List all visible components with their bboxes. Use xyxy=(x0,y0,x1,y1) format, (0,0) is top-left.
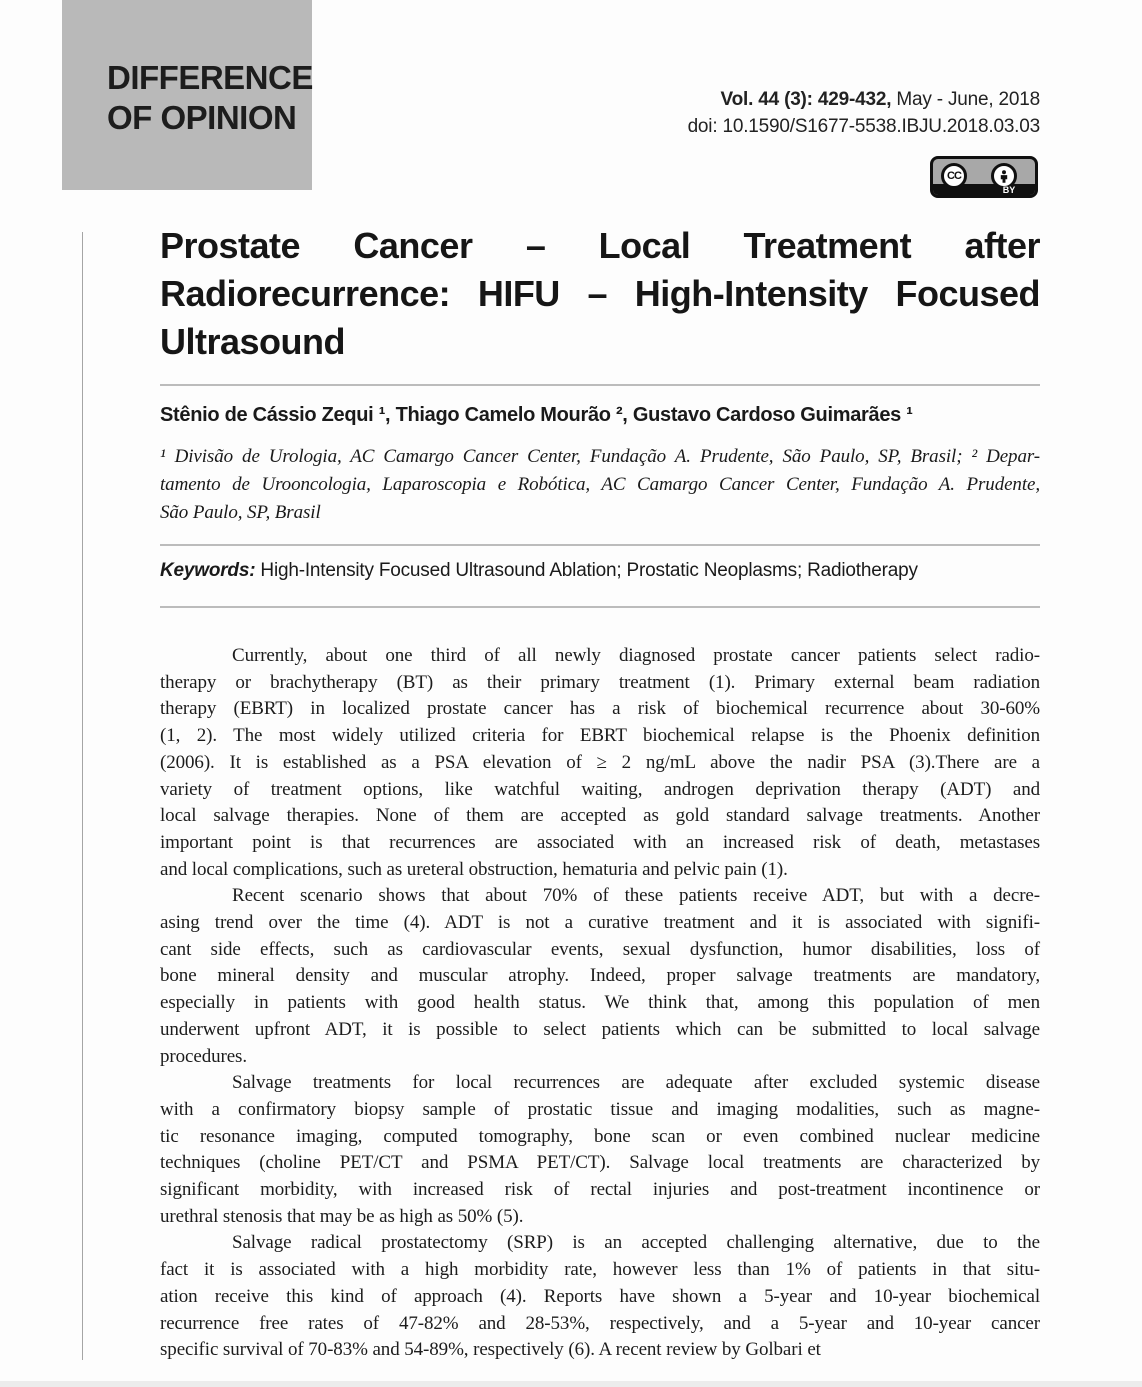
text-line: variety of treatment options, like watchful waiting, androgen deprivation therapy (ADT) and xyxy=(160,778,1040,800)
by-label: BY xyxy=(1002,185,1016,195)
article-body xyxy=(160,643,1040,1364)
keywords-divider-bottom xyxy=(160,606,1040,608)
text-line: Salvage treatments for local recurrences are adequate after excluded systemic disease xyxy=(232,1072,1040,1094)
cc-icon: CC xyxy=(941,163,967,189)
text-line: Salvage radical prostatectomy (SRP) is an accepted challenging alternative, due to the xyxy=(232,1232,1040,1254)
keywords-text: High-Intensity Focused Ultrasound Ablation; Prostatic Neoplasms; Radiotherapy xyxy=(255,560,918,581)
page-title xyxy=(160,222,1040,366)
text-line: cant side effects, such as cardiovascular events, sexual dysfunction, humor disabilities, loss of xyxy=(160,938,1040,960)
text-line: therapy (EBRT) in localized prostate cancer has a risk of biochemical recurrence about 30-60% xyxy=(160,698,1040,720)
text-line: tic resonance imaging, computed tomography, bone scan or even combined nuclear medicine xyxy=(160,1125,1040,1147)
text-line: local salvage therapies. None of them are accepted as gold standard salvage treatments. Another xyxy=(160,805,1040,827)
paragraph xyxy=(160,643,1040,883)
doi-line: doi: 10.1590/S1677-5538.IBJU.2018.03.03 xyxy=(687,116,1040,137)
keywords-label: Keywords: xyxy=(160,560,256,581)
text-line: procedures. xyxy=(160,1045,247,1067)
text-line: fact it is associated with a high morbidity rate, however less than 1% of patients in that situ- xyxy=(160,1259,1040,1281)
keywords-divider-top xyxy=(160,544,1040,546)
volume-date: May - June, 2018 xyxy=(891,89,1040,110)
text-line: Recent scenario shows that about 70% of these patients receive ADT, but with a decre- xyxy=(232,885,1040,907)
volume-bold: Vol. 44 (3): 429-432, xyxy=(720,89,892,110)
text-line: and local complications, such as ureteral obstruction, hematuria and pelvic pain (1). xyxy=(160,858,788,880)
page-bottom-strip xyxy=(0,1381,1142,1387)
text-line: therapy or brachytherapy (BT) as their primary treatment (1). Primary external beam radiation xyxy=(160,671,1040,693)
text-line: tamento de Urooncologia, Laparoscopia e Robótica, AC Camargo Cancer Center, Fundação A. Prudente, xyxy=(160,474,1040,495)
affiliation xyxy=(160,443,1040,527)
left-vertical-rule xyxy=(82,232,83,1360)
text-line: São Paulo, SP, Brasil xyxy=(160,502,321,523)
text-line: especially in patients with good health status. We think that, among this population of men xyxy=(160,992,1040,1014)
cc-license-badge xyxy=(930,156,1038,198)
text-line: ¹ Divisão de Urologia, AC Camargo Cancer Center, Fundação A. Prudente, São Paulo, SP, Brasil; ² Depar- xyxy=(160,446,1040,467)
text-line: important point is that recurrences are associated with an increased risk of death, metastases xyxy=(160,831,1040,853)
text-line: techniques (choline PET/CT and PSMA PET/CT). Salvage local treatments are characterized by xyxy=(160,1152,1040,1174)
text-line: urethral stenosis that may be as high as 50% (5). xyxy=(160,1205,524,1227)
text-line: significant morbidity, with increased risk of rectal injuries and post-treatment incontinence or xyxy=(160,1179,1040,1201)
volume-line xyxy=(688,86,1040,113)
paragraph xyxy=(160,1070,1040,1230)
authors-line: Stênio de Cássio Zequi ¹, Thiago Camelo Mourão ², Gustavo Cardoso Guimarães ¹ xyxy=(160,404,913,426)
text-line: Currently, about one third of all newly diagnosed prostate cancer patients select radio- xyxy=(232,645,1040,666)
paragraph xyxy=(160,1230,1040,1364)
text-line: bone mineral density and muscular atrophy. Indeed, proper salvage treatments are mandatory, xyxy=(160,965,1040,987)
section-label-line: DIFFERENCE xyxy=(107,59,313,96)
text-line: with a confirmatory biopsy sample of prostatic tissue and imaging modalities, such as magne- xyxy=(160,1098,1040,1120)
text-line: ation receive this kind of approach (4). Reports have shown a 5-year and 10-year biochemical xyxy=(160,1285,1040,1307)
text-line: (1, 2). The most widely utilized criteria for EBRT biochemical relapse is the Phoenix definition xyxy=(160,725,1040,747)
section-label-box xyxy=(62,0,312,190)
section-label-line: OF OPINION xyxy=(107,99,297,136)
text-line: Prostate Cancer – Local Treatment after xyxy=(160,225,1040,266)
text-line: underwent upfront ADT, it is possible to select patients which can be submitted to local salvage xyxy=(160,1018,1040,1040)
keywords-row xyxy=(160,560,1040,582)
text-line: recurrence free rates of 47-82% and 28-53%, respectively, and a 5-year and 10-year cancer xyxy=(160,1312,1040,1334)
text-line: Ultrasound xyxy=(160,321,346,362)
journal-info xyxy=(688,86,1040,140)
text-line: asing trend over the time (4). ADT is not a curative treatment and it is associated with signifi- xyxy=(160,912,1040,934)
title-divider xyxy=(160,384,1040,386)
text-line: (2006). It is established as a PSA elevation of ≥ 2 ng/mL above the nadir PSA (3).There are a xyxy=(160,751,1040,773)
paragraph xyxy=(160,883,1040,1070)
text-line: Radiorecurrence: HIFU – High-Intensity Focused xyxy=(160,273,1040,314)
text-line: specific survival of 70-83% and 54-89%, respectively (6). A recent review by Golbari et xyxy=(160,1339,821,1361)
